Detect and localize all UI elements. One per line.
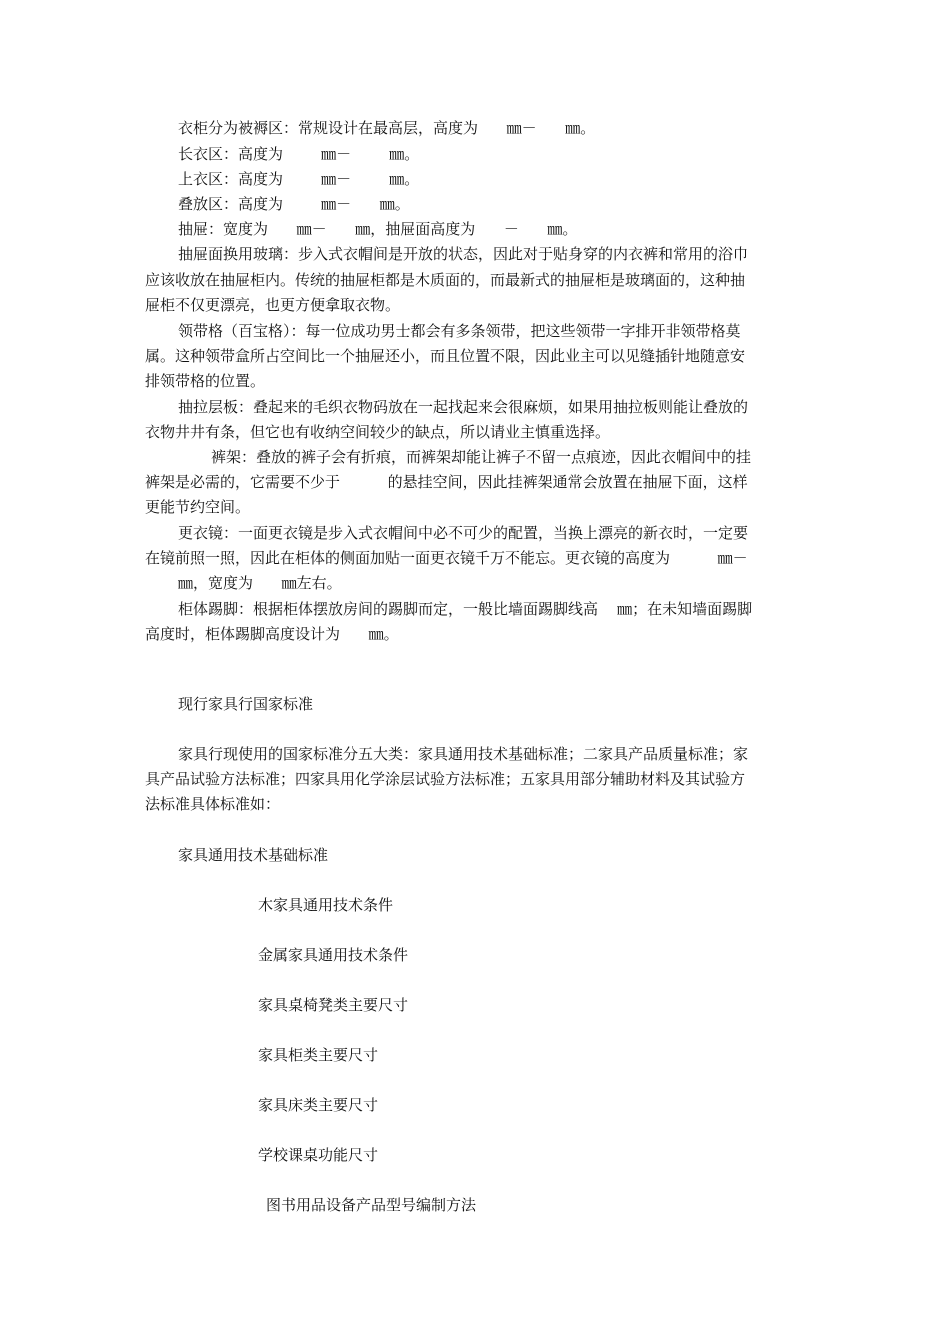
text-line-tie-rack-3: 排领带格的位置。 (145, 372, 266, 390)
text-line-trouser-rack-1: 裤架：叠放的裤子会有折痕，而裤架却能让裤子不留一点痕迹，因此衣帽间中的挂 (211, 448, 752, 466)
list-item: 金属家具通用技术条件 (258, 946, 409, 964)
subheading-general-technical-standards: 家具通用技术基础标准 (178, 846, 329, 864)
text-line-mirror-2: 在镜前照一照，因此在柜体的侧面加贴一面更衣镜千万不能忘。更衣镜的高度为 ㎜－ (145, 549, 748, 567)
text-line-mirror-3: ㎜，宽度为 ㎜左右。 (178, 574, 342, 592)
text-line-baseboard-2: 高度时，柜体踢脚高度设计为 ㎜。 (145, 625, 399, 643)
text-line-trouser-rack-2: 裤架是必需的，它需要不少于 的悬挂空间，因此挂裤架通常会放置在抽屉下面，这样 (145, 473, 748, 491)
text-line-standards-intro-1: 家具行现使用的国家标准分五大类：家具通用技术基础标准；二家具产品质量标准；家 (178, 745, 749, 763)
section-heading-national-standards: 现行家具行国家标准 (178, 695, 314, 713)
text-line-standards-intro-3: 法标准具体标准如： (145, 795, 281, 813)
text-line-glass-drawer-1: 抽屉面换用玻璃：步入式衣帽间是开放的状态，因此对于贴身穿的内衣裤和常用的浴巾 (178, 245, 749, 263)
text-line-tie-rack-2: 属。这种领带盒所占空间比一个抽屉还小，而且位置不限，因此业主可以见缝插针地随意安 (145, 347, 746, 365)
list-item: 家具床类主要尺寸 (258, 1096, 379, 1114)
list-item: 家具柜类主要尺寸 (258, 1046, 379, 1064)
text-line-trouser-rack-3: 更能节约空间。 (145, 498, 251, 516)
list-item: 家具桌椅凳类主要尺寸 (258, 996, 409, 1014)
text-line-drawer: 抽屉：宽度为 ㎜－ ㎜，抽屉面高度为 － ㎜。 (178, 220, 578, 238)
text-line-standards-intro-2: 具产品试验方法标准；四家具用化学涂层试验方法标准；五家具用部分辅助材料及其试验方 (145, 770, 746, 788)
text-line-tie-rack-1: 领带格（百宝格）：每一位成功男士都会有多条领带，把这些领带一字排开非领带格莫 (178, 322, 741, 340)
list-item: 图书用品设备产品型号编制方法 (266, 1196, 477, 1214)
list-item: 学校课桌功能尺寸 (258, 1146, 379, 1164)
text-line-upper-clothes: 上衣区：高度为 ㎜－ ㎜。 (178, 170, 420, 188)
text-line-wardrobe-bedding: 衣柜分为被褥区：常规设计在最高层，高度为 ㎜－ ㎜。 (178, 119, 596, 137)
text-line-mirror-1: 更衣镜：一面更衣镜是步入式衣帽间中必不可少的配置，当换上漂亮的新衣时，一定要 (178, 524, 749, 542)
text-line-long-clothes: 长衣区：高度为 ㎜－ ㎜。 (178, 145, 420, 163)
text-line-glass-drawer-2: 应该收放在抽屉柜内。传统的抽屉柜都是木质面的，而最新式的抽屉柜是玻璃面的，这种抽 (145, 271, 746, 289)
text-line-baseboard-1: 柜体踢脚：根据柜体摆放房间的踢脚而定，一般比墙面踢脚线高 ㎜；在未知墙面踢脚 (178, 600, 753, 618)
text-line-folding-area: 叠放区：高度为 ㎜－ ㎜。 (178, 195, 410, 213)
text-line-pull-shelf-2: 衣物井井有条，但它也有收纳空间较少的缺点，所以请业主慎重选择。 (145, 423, 611, 441)
text-line-pull-shelf-1: 抽拉层板：叠起来的毛织衣物码放在一起找起来会很麻烦，如果用抽拉板则能让叠放的 (178, 398, 749, 416)
text-line-glass-drawer-3: 屉柜不仅更漂亮，也更方便拿取衣物。 (145, 296, 401, 314)
list-item: 木家具通用技术条件 (258, 896, 394, 914)
